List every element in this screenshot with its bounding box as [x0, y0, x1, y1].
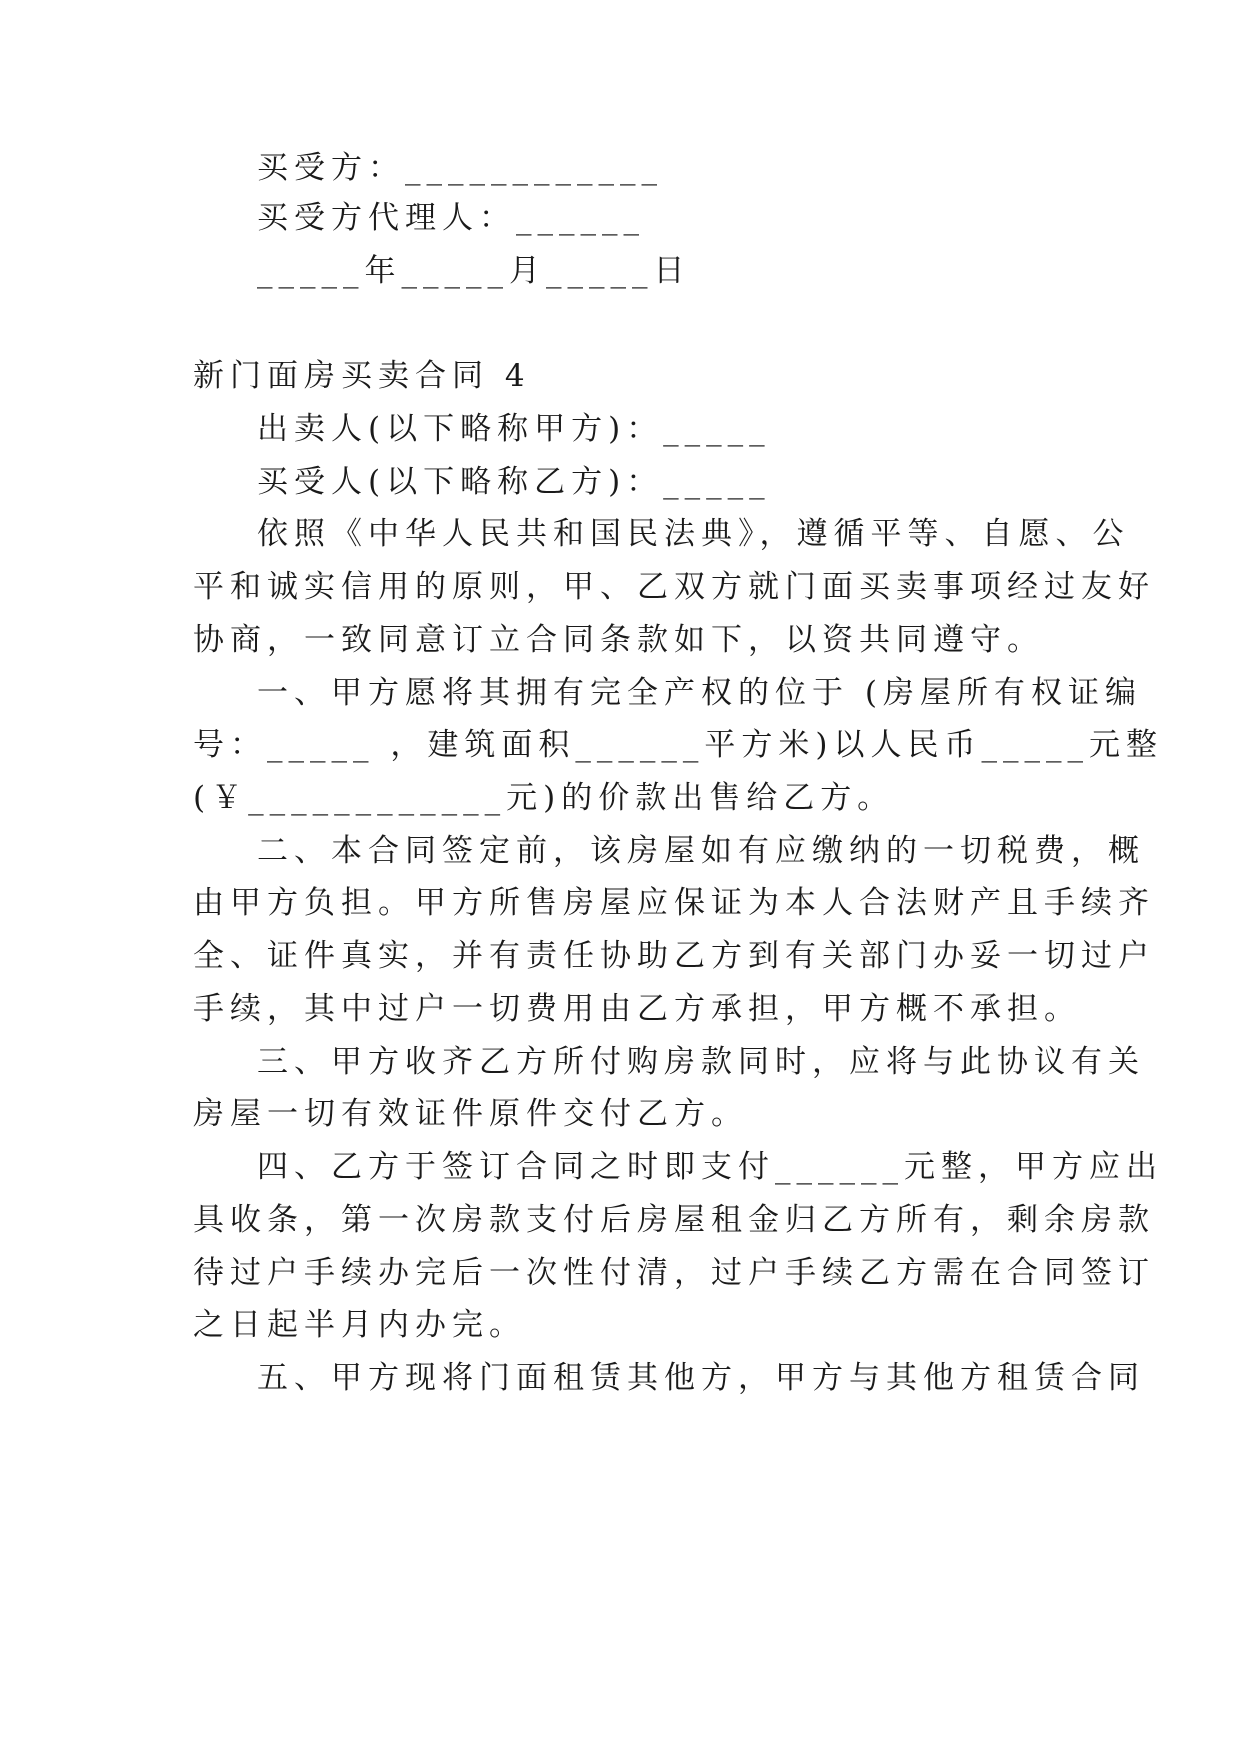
clause-2-line-4: 手续，其中过户一切费用由乙方承担，甲方概不承担。 — [193, 991, 1081, 1027]
signature-date-line: _____年_____月_____日 — [257, 253, 691, 289]
clause-5-line-1: 五、甲方现将门面租赁其他方，甲方与其他方租赁合同 — [257, 1360, 1145, 1396]
clause-4-line-2: 具收条，第一次房款支付后房屋租金归乙方所有，剩余房款 — [193, 1202, 1155, 1238]
clause-1-line-2: 号：_____ ，建筑面积______平方米)以人民币_____元整 — [193, 727, 1163, 763]
preamble-line-1: 依照《中华人民共和国民法典》，遵循平等、自愿、公 — [257, 516, 1130, 552]
clause-2-line-2: 由甲方负担。甲方所售房屋应保证为本人合法财产且手续齐 — [193, 885, 1155, 921]
clause-1-line-3: (￥____________元)的价款出售给乙方。 — [193, 780, 895, 816]
buyer-signature-line: 买受方：____________ — [257, 150, 663, 186]
clause-2-line-3: 全、证件真实，并有责任协助乙方到有关部门办妥一切过户 — [193, 938, 1155, 974]
clause-3-line-2: 房屋一切有效证件原件交付乙方。 — [193, 1096, 748, 1132]
clause-4-line-3: 待过户手续办完后一次性付清，过户手续乙方需在合同签订 — [193, 1255, 1155, 1291]
clause-2-line-1: 二、本合同签定前，该房屋如有应缴纳的一切税费，概 — [257, 833, 1145, 869]
preamble-line-2: 平和诚实信用的原则，甲、乙双方就门面买卖事项经过友好 — [193, 569, 1155, 605]
clause-4-line-4: 之日起半月内办完。 — [193, 1307, 526, 1343]
clause-1-line-1: 一、甲方愿将其拥有完全产权的位于 (房屋所有权证编 — [257, 675, 1142, 711]
contract-title: 新门面房买卖合同 4 — [193, 358, 531, 394]
preamble-line-3: 协商，一致同意订立合同条款如下，以资共同遵守。 — [193, 622, 1044, 658]
buyer-agent-signature-line: 买受方代理人：______ — [257, 200, 645, 236]
seller-line: 出卖人(以下略称甲方)：_____ — [257, 411, 771, 447]
clause-3-line-1: 三、甲方收齐乙方所付购房款同时，应将与此协议有关 — [257, 1044, 1145, 1080]
clause-4-line-1: 四、乙方于签订合同之时即支付______元整，甲方应出 — [257, 1149, 1163, 1185]
buyer-line: 买受人(以下略称乙方)：_____ — [257, 464, 771, 500]
